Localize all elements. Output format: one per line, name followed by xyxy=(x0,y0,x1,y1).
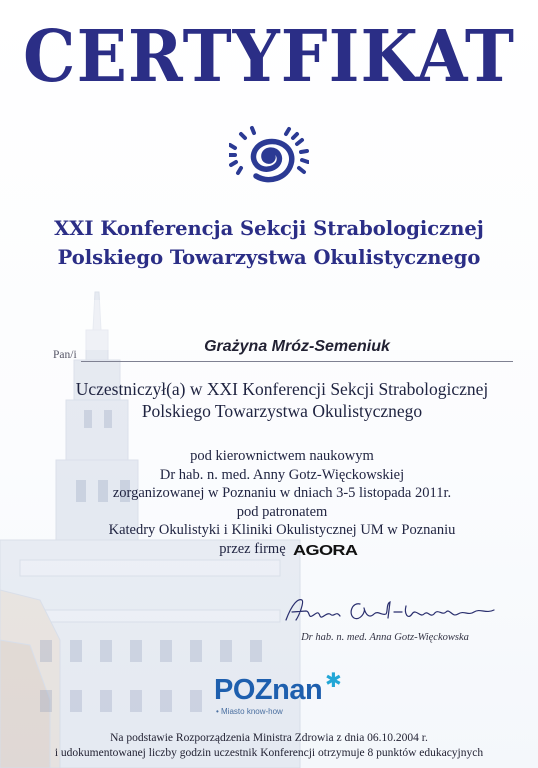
footer-line-2: i udokumentowanej liczby godzin uczestnik Konferencji otrzymuje 8 punktów edukacyjnych xyxy=(54,747,484,759)
participation-line-1: Uczestniczył(a) w XXI Konferencji Sekcji Strabologicznej xyxy=(75,379,489,399)
agora-logo: AGORA xyxy=(293,542,358,559)
poznan-city-logo: POZnan xyxy=(214,674,323,706)
conference-title-line-1: XXI Konferencja Sekcji Strabologicznej xyxy=(54,217,484,240)
conference-title-line-2: Polskiego Towarzystwa Okulistycznego xyxy=(57,246,481,269)
handwritten-signature xyxy=(282,594,502,628)
recipient-label: Pan/i xyxy=(53,349,77,361)
participation-line-2: Polskiego Towarzystwa Okulistycznego xyxy=(141,401,423,421)
sponsor-prefix: przez firmę xyxy=(219,540,286,557)
footer-note xyxy=(10,731,528,761)
poznan-star-icon: ✱ xyxy=(325,668,342,692)
recipient-name-underline xyxy=(81,361,513,362)
recipient-name: Grażyna Mróz-Semeniuk xyxy=(204,338,390,355)
sponsor-line xyxy=(40,540,524,561)
conference-title xyxy=(0,214,538,272)
certificate-title: CERTYFIKAT xyxy=(23,13,515,99)
details-line-1: pod kierownictwem naukowym xyxy=(190,448,374,464)
poznan-tagline: • Miasto know-how xyxy=(216,707,283,716)
footer-line-1: Na podstawie Rozporządzenia Ministra Zdrowia z dnia 06.10.2004 r. xyxy=(110,732,428,744)
details-line-4: pod patronatem xyxy=(236,503,328,520)
details-line-2: Dr hab. n. med. Anny Gotz-Więckowskiej xyxy=(159,466,405,483)
spiral-eye-icon xyxy=(229,124,309,190)
conference-details xyxy=(40,447,524,560)
participation-statement xyxy=(40,378,524,422)
details-line-3: zorganizowanej w Poznaniu w dniach 3-5 listopada 2011r. xyxy=(112,485,452,501)
signer-caption: Dr hab. n. med. Anna Gotz-Więckowska xyxy=(301,632,469,643)
details-line-5: Katedry Okulistyki i Kliniki Okulistycznej UM w Poznaniu xyxy=(108,522,456,538)
